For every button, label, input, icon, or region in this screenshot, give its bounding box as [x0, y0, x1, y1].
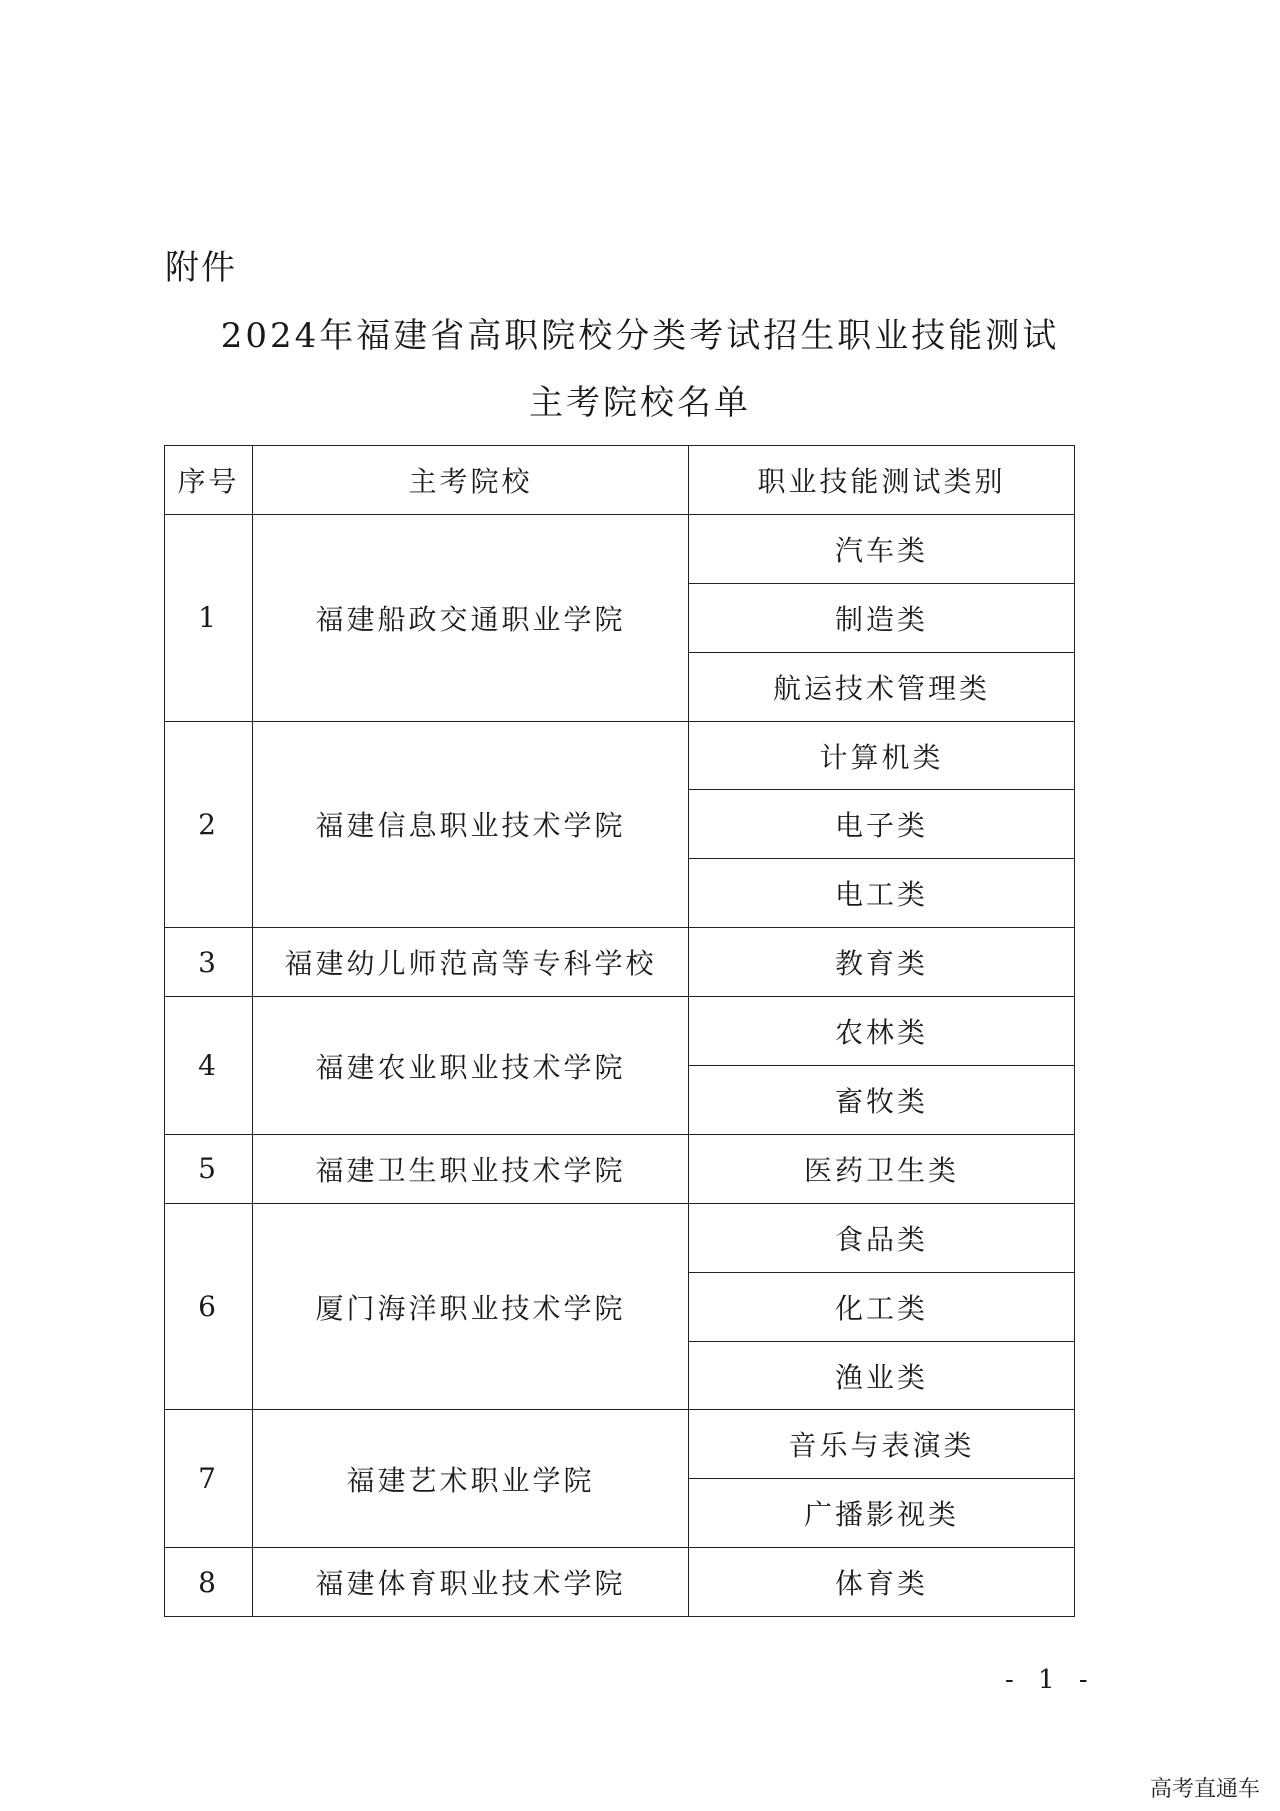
column-header-number: 序号 — [165, 446, 253, 515]
test-category: 汽车类 — [689, 514, 1075, 583]
table-row — [165, 1548, 1075, 1617]
table-header-row — [165, 446, 1075, 515]
test-category: 音乐与表演类 — [689, 1410, 1075, 1479]
test-category: 教育类 — [689, 928, 1075, 997]
table-row — [165, 928, 1075, 997]
table-row — [165, 721, 1075, 790]
school-name: 福建幼儿师范高等专科学校 — [253, 928, 689, 997]
row-number: 4 — [165, 997, 253, 1135]
row-number: 8 — [165, 1548, 253, 1617]
test-category: 食品类 — [689, 1203, 1075, 1272]
school-name: 福建卫生职业技术学院 — [253, 1134, 689, 1203]
test-category: 制造类 — [689, 583, 1075, 652]
row-number: 5 — [165, 1134, 253, 1203]
test-category: 医药卫生类 — [689, 1134, 1075, 1203]
test-category: 航运技术管理类 — [689, 652, 1075, 721]
table-row — [165, 1203, 1075, 1272]
school-name: 福建信息职业技术学院 — [253, 721, 689, 928]
test-category: 计算机类 — [689, 721, 1075, 790]
attachment-label: 附件 — [165, 248, 237, 288]
school-name: 福建农业职业技术学院 — [253, 997, 689, 1135]
table-row — [165, 1410, 1075, 1479]
table-row — [165, 514, 1075, 583]
table-row — [165, 1134, 1075, 1203]
table-row — [165, 997, 1075, 1066]
row-number: 3 — [165, 928, 253, 997]
schools-table — [164, 445, 1075, 1617]
page-number: - 1 - — [1005, 1665, 1096, 1695]
school-name: 福建体育职业技术学院 — [253, 1548, 689, 1617]
test-category: 电子类 — [689, 790, 1075, 859]
test-category: 畜牧类 — [689, 1066, 1075, 1135]
row-number: 7 — [165, 1410, 253, 1548]
test-category: 化工类 — [689, 1272, 1075, 1341]
school-name: 福建艺术职业学院 — [253, 1410, 689, 1548]
column-header-category: 职业技能测试类别 — [689, 446, 1075, 515]
test-category: 渔业类 — [689, 1341, 1075, 1410]
school-name: 厦门海洋职业技术学院 — [253, 1203, 689, 1410]
test-category: 广播影视类 — [689, 1479, 1075, 1548]
document-title: 2024年福建省高职院校分类考试招生职业技能测试 — [220, 316, 1060, 356]
watermark: 高考直通车 — [1149, 1777, 1260, 1802]
row-number: 1 — [165, 514, 253, 721]
row-number: 2 — [165, 721, 253, 928]
row-number: 6 — [165, 1203, 253, 1410]
school-name: 福建船政交通职业学院 — [253, 514, 689, 721]
test-category: 电工类 — [689, 859, 1075, 928]
document-subtitle: 主考院校名单 — [529, 383, 751, 423]
test-category: 农林类 — [689, 997, 1075, 1066]
test-category: 体育类 — [689, 1548, 1075, 1617]
column-header-school: 主考院校 — [253, 446, 689, 515]
